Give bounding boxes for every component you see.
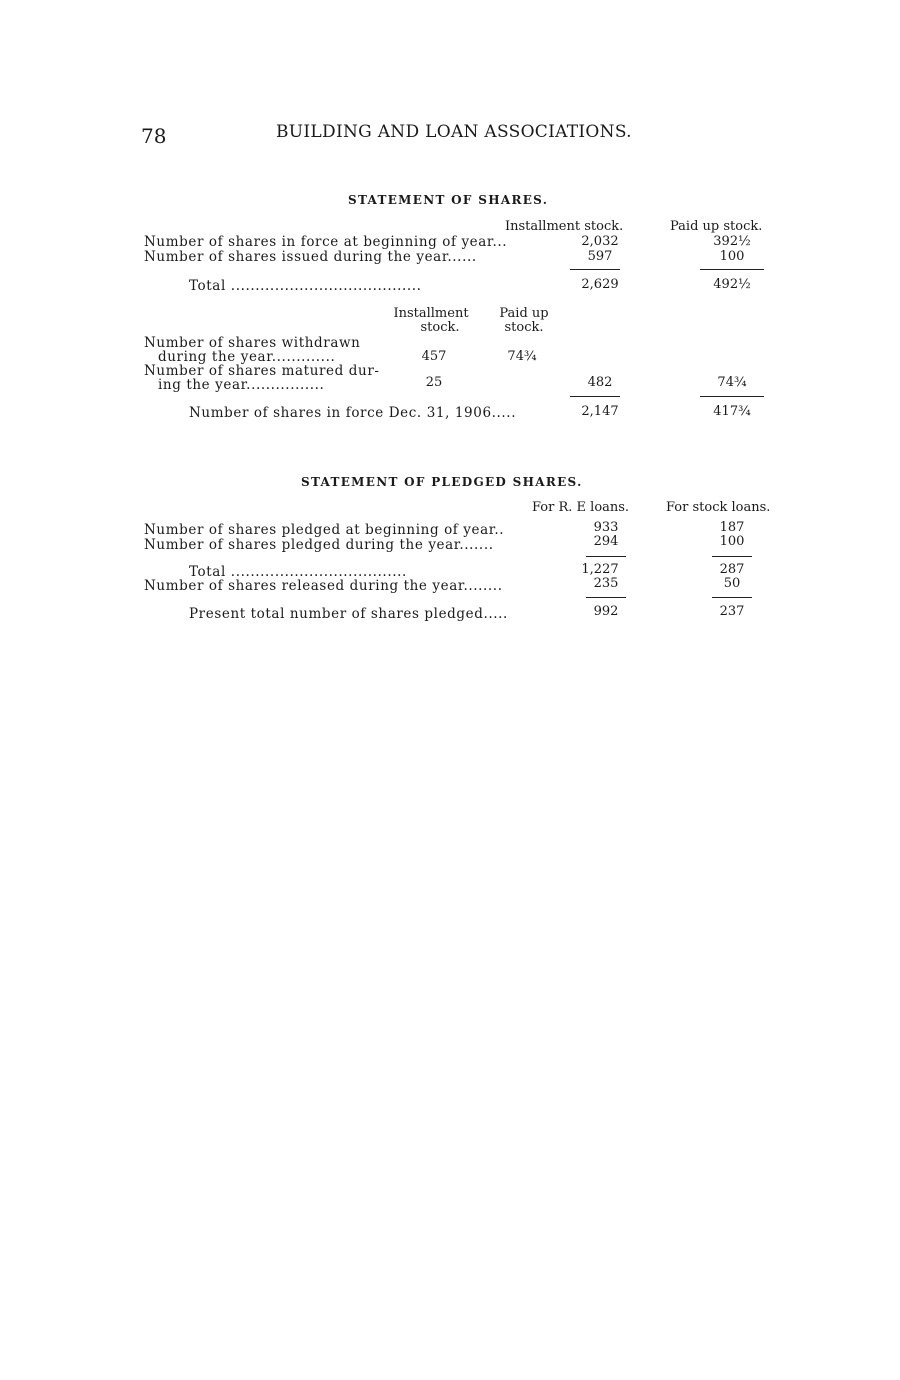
running-title: BUILDING AND LOAN ASSOCIATIONS. bbox=[276, 122, 632, 142]
pledged-re-beginning: 933 bbox=[593, 520, 619, 535]
dot-leader: ....................................... bbox=[230, 278, 422, 294]
in-force-paid-up: 417¾ bbox=[713, 404, 751, 419]
page-number: 78 bbox=[141, 124, 167, 148]
total-paid-up: 492½ bbox=[713, 277, 751, 292]
row-installment-issued: 597 bbox=[587, 249, 613, 264]
withdrawn-paid-up: 74¾ bbox=[507, 349, 537, 364]
withdrawn-label-1: Number of shares withdrawn bbox=[144, 335, 361, 351]
row-paidup-beginning: 392½ bbox=[713, 234, 751, 249]
sum-rule bbox=[586, 556, 626, 557]
in-force-installment: 2,147 bbox=[581, 404, 619, 419]
pledged-total-re: 1,227 bbox=[581, 562, 619, 577]
col-header-re-loans: For R. E loans. bbox=[532, 500, 630, 515]
sum-rule bbox=[700, 396, 764, 397]
sum-rule bbox=[570, 396, 620, 397]
shares-heading: STATEMENT OF SHARES. bbox=[348, 193, 549, 207]
reductions-paid-up: 74¾ bbox=[717, 375, 747, 390]
present-total-re: 992 bbox=[593, 604, 619, 619]
released-stock: 50 bbox=[723, 576, 741, 591]
dot-leader: .................................... bbox=[230, 564, 407, 580]
withdrawn-installment: 457 bbox=[421, 349, 447, 364]
sub-header-line: stock. bbox=[504, 320, 544, 335]
released-label: Number of shares released during the year........ bbox=[144, 578, 503, 594]
col-header-paid-up: Paid up stock. bbox=[670, 219, 763, 234]
pledged-label-beginning: Number of shares pledged at beginning of year.. bbox=[144, 522, 505, 538]
present-total-stock: 237 bbox=[719, 604, 745, 619]
sub-header-line: Installment bbox=[393, 306, 469, 321]
in-force-label: Number of shares in force Dec. 31, 1906..... bbox=[189, 405, 517, 421]
total-label: Total ....................................... bbox=[189, 278, 422, 294]
sub-header-line: Paid up bbox=[499, 306, 549, 321]
matured-installment: 25 bbox=[425, 375, 443, 390]
pledged-total-label: Total .................................... bbox=[189, 564, 407, 580]
reductions-installment: 482 bbox=[587, 375, 613, 390]
sum-rule bbox=[712, 556, 752, 557]
pledged-stock-during: 100 bbox=[719, 534, 745, 549]
sum-rule bbox=[700, 269, 764, 270]
matured-label-2: ing the year................ bbox=[158, 377, 325, 393]
pledged-total-stock: 287 bbox=[719, 562, 745, 577]
sum-rule bbox=[586, 597, 626, 598]
total-installment: 2,629 bbox=[581, 277, 619, 292]
row-label-beginning: Number of shares in force at beginning of year... bbox=[144, 234, 508, 250]
sub-header-line: stock. bbox=[420, 320, 460, 335]
row-installment-beginning: 2,032 bbox=[581, 234, 619, 249]
present-total-label: Present total number of shares pledged..... bbox=[189, 606, 508, 622]
pledged-label-during: Number of shares pledged during the year....... bbox=[144, 537, 494, 553]
withdrawn-label-2: during the year............. bbox=[158, 349, 336, 365]
sum-rule bbox=[570, 269, 620, 270]
sub-header-paid-up bbox=[490, 307, 558, 335]
col-header-installment: Installment stock. bbox=[505, 219, 624, 234]
matured-label-1: Number of shares matured dur- bbox=[144, 363, 380, 379]
row-paidup-issued: 100 bbox=[719, 249, 745, 264]
pledged-heading: STATEMENT OF PLEDGED SHARES. bbox=[301, 475, 583, 489]
pledged-stock-beginning: 187 bbox=[719, 520, 745, 535]
col-header-stock-loans: For stock loans. bbox=[666, 500, 771, 515]
row-label-issued: Number of shares issued during the year...... bbox=[144, 249, 477, 265]
sum-rule bbox=[712, 597, 752, 598]
sub-header-installment bbox=[383, 307, 479, 335]
released-re: 235 bbox=[593, 576, 619, 591]
pledged-re-during: 294 bbox=[593, 534, 619, 549]
